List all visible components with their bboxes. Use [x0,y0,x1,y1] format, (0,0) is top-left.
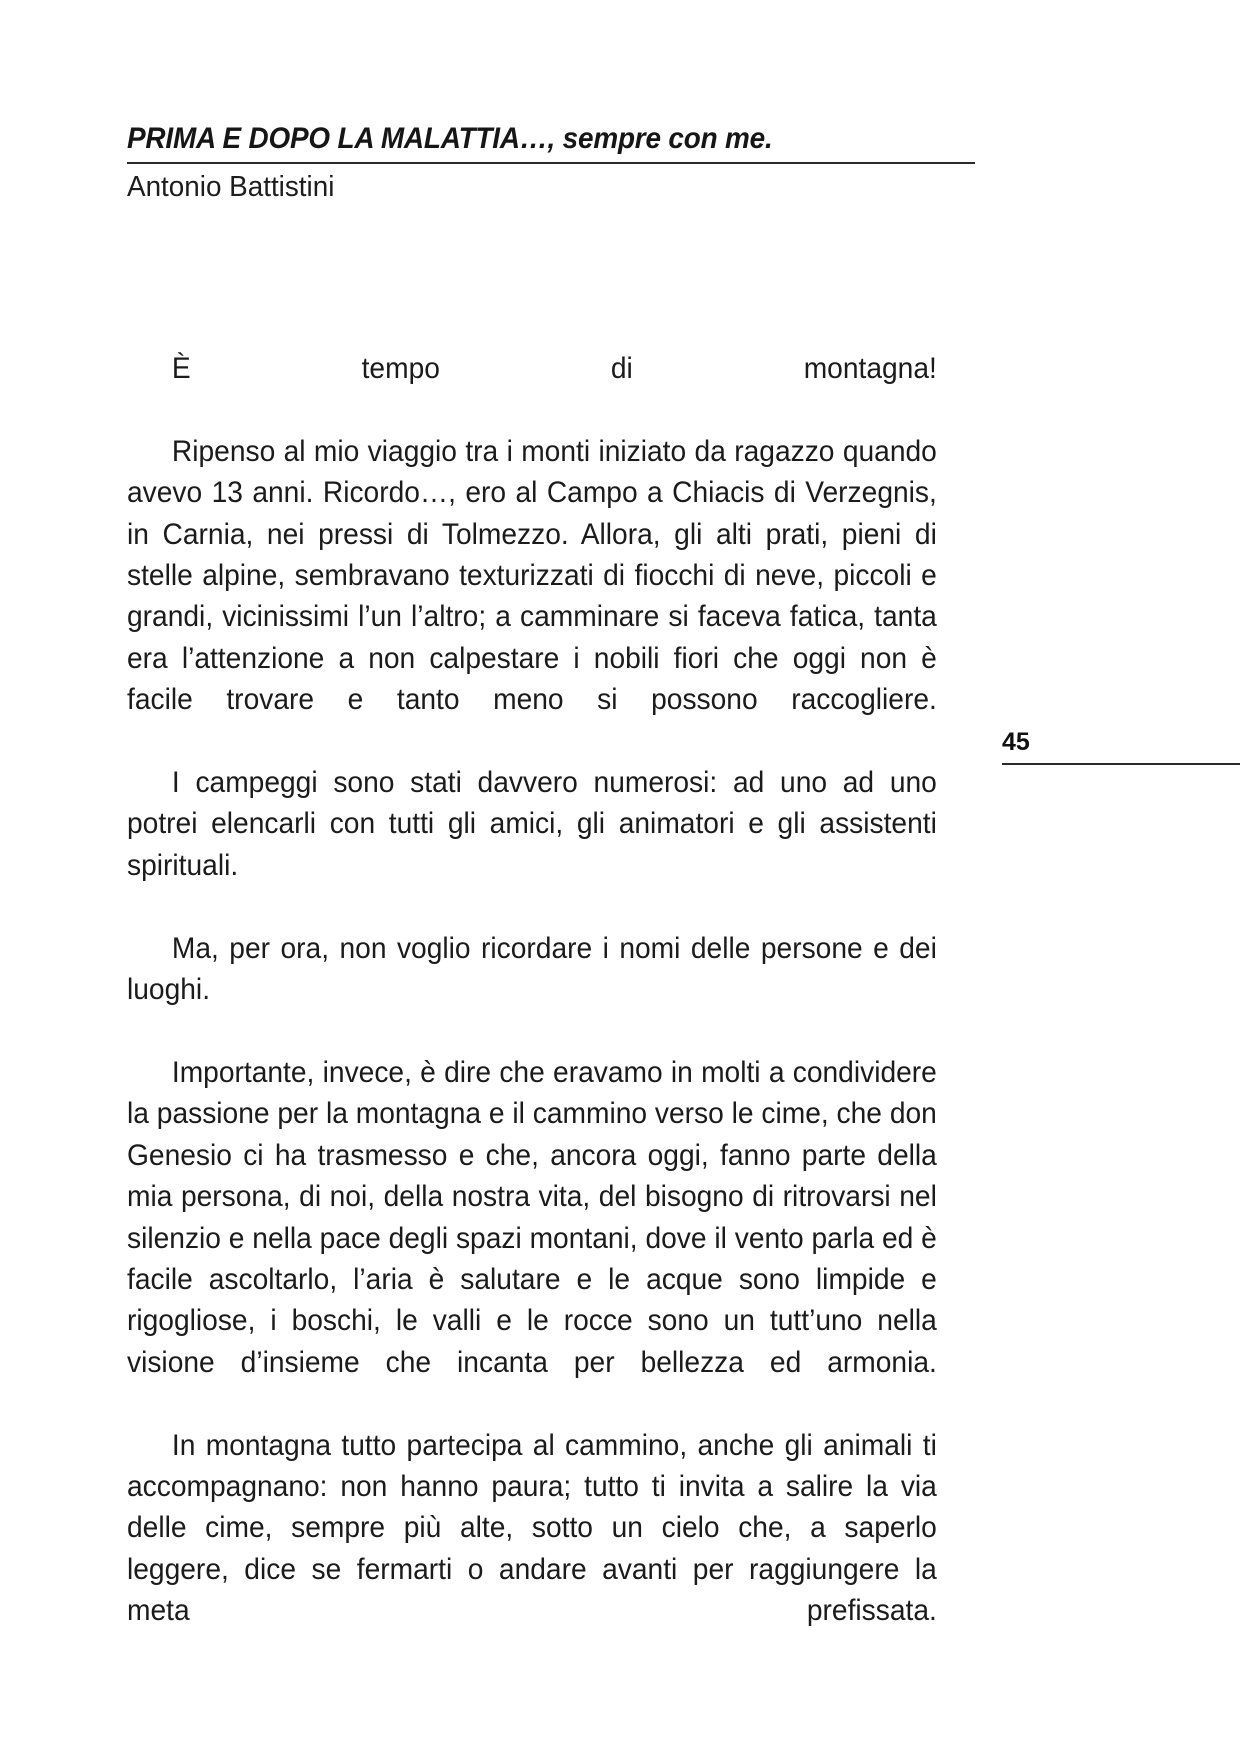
paragraph: I campeggi sono stati davvero numerosi: ad uno ad uno potrei elencarli con tutti gli amici, gli animatori e gli assistenti spirituali. [127,766,937,882]
paragraph: Importante, invece, è dire che eravamo in molti a condividere la passione per la montagna e il cammino verso le cime, che don Genesio ci ha trasmesso e che, ancora oggi, fanno parte della mia persona, di noi, della nostra vita, del bisogno di ritrovarsi nel silenzio e nella pace degli spazi montani, dove il vento parla ed è facile ascoltarlo, l’aria è salutare e le acque sono limpide e rigogliose, i boschi, le valli e le rocce sono un tutt’uno nella visione d’insieme che incanta per bellezza ed armonia. [127,1055,937,1379]
page-number: 45 [1002,728,1030,756]
paragraph: Ma, per ora, non voglio ricordare i nomi delle persone e dei luoghi. [127,931,937,1007]
title-divider [127,162,975,164]
paragraph: In montagna tutto partecipa al cammino, anche gli animali ti accompagnano: non hanno paura; tutto ti invita a salire la via delle cime, sempre più alte, sotto un cielo che, a saperlo leggere, dice se fermarti o andare avanti per raggiungere la meta prefissata. [127,1428,937,1628]
author-name: Antonio Battistini [127,170,335,203]
folio-divider [1002,763,1240,765]
page-title: PRIMA E DOPO LA MALATTIA…, sempre con me. [127,122,773,155]
folio [1002,730,1240,765]
paragraph: Ripenso al mio viaggio tra i monti iniziato da ragazzo quando avevo 13 anni. Ricordo…, ero al Campo a Chiacis di Verzegnis, in Carnia, nei pressi di Tolmezzo. Allora, gli alti prati, pieni di stelle alpine, sembravano texturizzati di fiocchi di neve, piccoli e grandi, vicinissimi l’un l’altro; a camminare si faceva fatica, tanta era l’attenzione a non calpestare i nobili fiori che oggi non è facile trovare e tanto meno si possono raccogliere. [127,434,937,717]
paragraph: È tempo di montagna! [171,352,937,385]
article-header [127,122,975,204]
body-text-column [127,348,975,1673]
